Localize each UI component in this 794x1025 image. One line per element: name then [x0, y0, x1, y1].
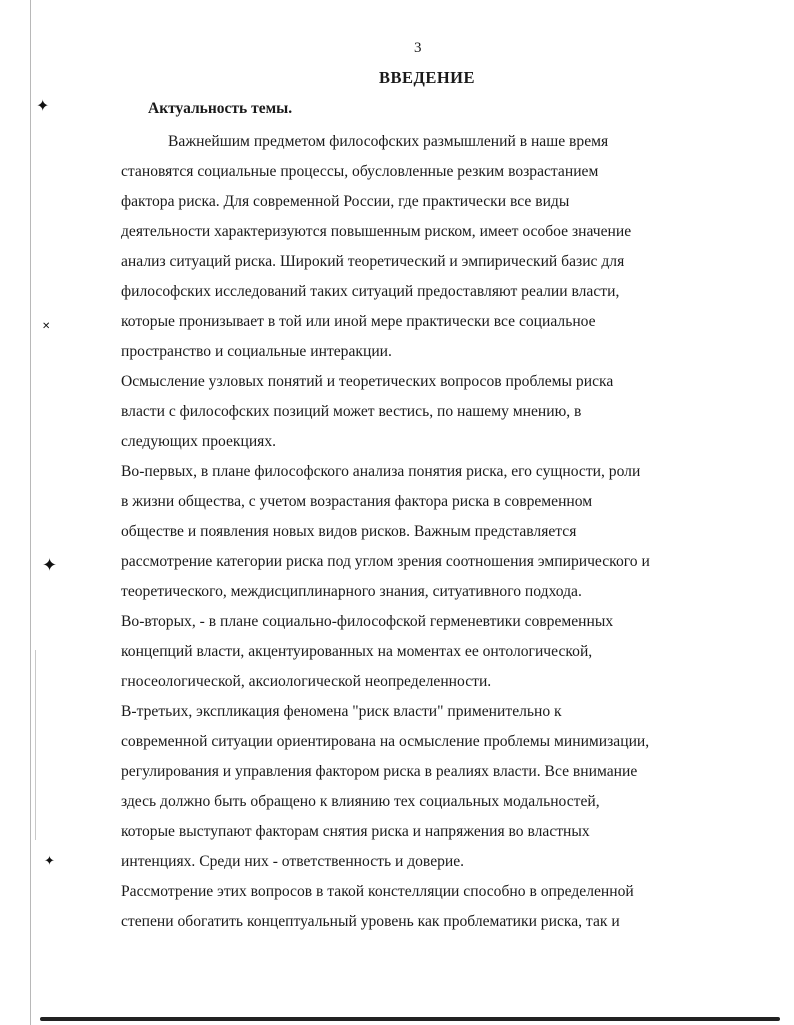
text-line: фактора риска. Для современной России, где практически все виды [121, 193, 570, 210]
text-line: В-третьих, экспликация феномена "риск власти" применительно к [121, 703, 562, 720]
text-line: власти с философских позиций может вестись, по нашему мнению, в [121, 403, 582, 420]
body-text [121, 130, 741, 940]
text-line: становятся социальные процессы, обусловленные резким возрастанием [121, 163, 599, 180]
text-line: следующих проекциях. [121, 433, 277, 450]
binding-mark-icon: ✦ [42, 555, 58, 576]
text-line: Во-первых, в плане философского анализа понятия риска, его сущности, роли [121, 463, 641, 480]
text-line: Рассмотрение этих вопросов в такой констелляции способно в определенной [121, 883, 634, 900]
text-line: Во-вторых, - в плане социально-философской герменевтики современных [121, 613, 614, 630]
binding-mark-icon: ✦ [36, 96, 50, 115]
scan-bottom-edge [40, 1017, 780, 1021]
text-line: которые пронизывает в той или иной мере практически все социальное [121, 313, 596, 330]
text-line: здесь должно быть обращено к влиянию тех социальных модальностей, [121, 793, 600, 810]
text-line: Важнейшим предметом философских размышлений в наше время [168, 133, 609, 150]
text-line: современной ситуации ориентирована на осмысление проблемы минимизации, [121, 733, 650, 750]
text-line: пространство и социальные интеракции. [121, 343, 392, 360]
binding-mark-icon: ✦ [44, 854, 55, 869]
text-line: деятельности характеризуются повышенным риском, имеет особое значение [121, 223, 632, 240]
text-line: интенциях. Среди них - ответственность и доверие. [121, 853, 465, 870]
text-line: концепций власти, акцентуированных на моментах ее онтологической, [121, 643, 593, 660]
text-line: в жизни общества, с учетом возрастания фактора риска в современном [121, 493, 593, 510]
page-number: 3 [414, 40, 422, 56]
section-subheading: Актуальность темы. [148, 100, 293, 117]
text-line: степени обогатить концептуальный уровень как проблематики риска, так и [121, 913, 620, 930]
page-title: ВВЕДЕНИЕ [378, 68, 476, 87]
text-line: обществе и появления новых видов рисков. Важным представляется [121, 523, 577, 540]
text-line: гносеологической, аксиологической неопределенности. [121, 673, 492, 690]
text-line: философских исследований таких ситуаций предоставляют реалии власти, [121, 283, 620, 300]
text-line: которые выступают факторам снятия риска и напряжения во властных [121, 823, 590, 840]
text-line: анализ ситуаций риска. Широкий теоретический и эмпирический базис для [121, 253, 625, 270]
binding-mark-icon: ✕ [42, 321, 51, 332]
scan-edge-line [30, 0, 31, 1025]
text-line: Осмысление узловых понятий и теоретических вопросов проблемы риска [121, 373, 614, 390]
text-line: теоретического, междисциплинарного знания, ситуативного подхода. [121, 583, 582, 600]
scan-edge-line [35, 650, 36, 840]
text-line: рассмотрение категории риска под углом зрения соотношения эмпирического и [121, 553, 650, 570]
text-line: регулирования и управления фактором риска в реалиях власти. Все внимание [121, 763, 638, 780]
